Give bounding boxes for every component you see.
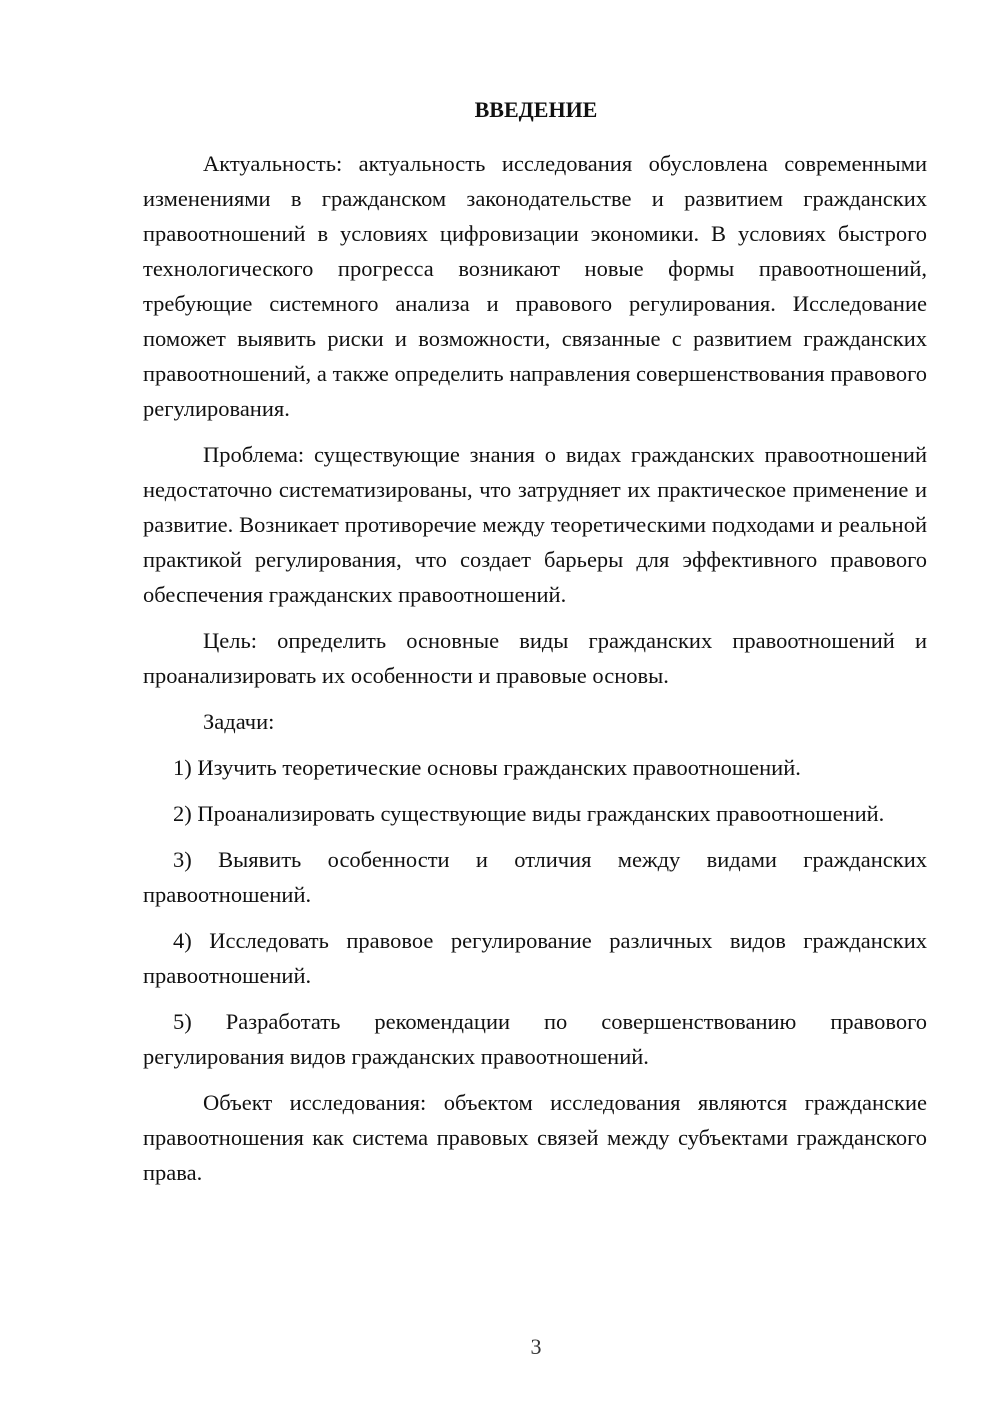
page-number: 3 xyxy=(530,1334,542,1359)
goal-paragraph: Цель: определить основные виды гражданских правоотношений и проанализировать их особенности и правовые основы. xyxy=(143,628,927,688)
task-item-4: 4) Исследовать правовое регулирование различных видов гражданских правоотношений. xyxy=(143,928,927,988)
task-item-5: 5) Разработать рекомендации по совершенствованию правового регулирования видов гражданских правоотношений. xyxy=(143,1009,927,1069)
object-paragraph: Объект исследования: объектом исследования являются гражданские правоотношения как система правовых связей между субъектами гражданского права. xyxy=(143,1090,927,1185)
task-item-3: 3) Выявить особенности и отличия между видами гражданских правоотношений. xyxy=(143,847,927,907)
tasks-heading: Задачи: xyxy=(203,709,275,734)
page-content xyxy=(143,92,927,1201)
task-item-1: 1) Изучить теоретические основы гражданских правоотношений. xyxy=(173,755,801,780)
relevance-paragraph: Актуальность: актуальность исследования обусловлена современными изменениями в гражданском законодательстве и развитием гражданских правоотношений в условиях цифровизации экономики. В условиях быстрого технологического прогресса возникают новые формы правоотношений, требующие системного анализа и правового регулирования. Исследование поможет выявить риски и возможности, связанные с развитием гражданских правоотношений, а также определить направления совершенствования правового регулирования. xyxy=(143,151,927,421)
task-item-2: 2) Проанализировать существующие виды гражданских правоотношений. xyxy=(173,801,885,826)
problem-paragraph: Проблема: существующие знания о видах гражданских правоотношений недостаточно систематизированы, что затрудняет их практическое применение и развитие. Возникает противоречие между теоретическими подходами и реальной практикой регулирования, что создает барьеры для эффективного правового обеспечения гражданских правоотношений. xyxy=(143,442,927,607)
section-title: ВВЕДЕНИЕ xyxy=(474,97,598,122)
